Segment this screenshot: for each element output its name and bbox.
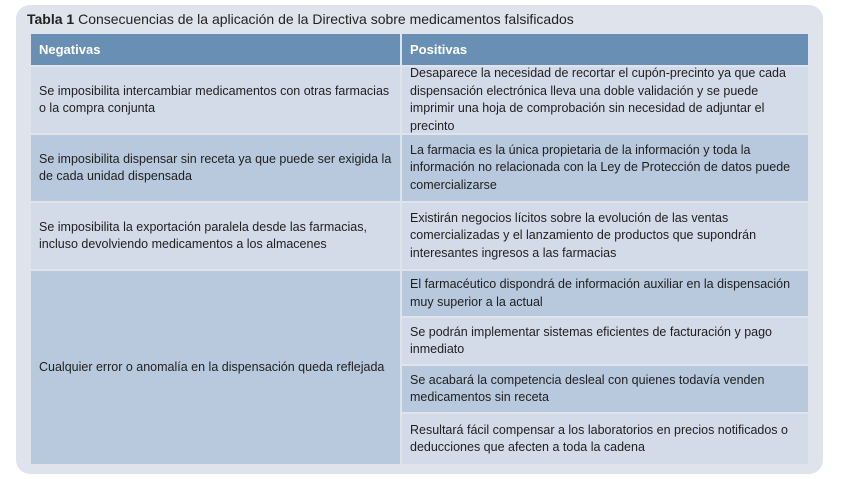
cell-negativa-1: Se imposibilita intercambiar medicamentos con otras farmacias o la compra conjunta bbox=[31, 67, 400, 133]
cell-positiva-4c: Se acabará la competencia desleal con quienes todavía venden medicamentos sin receta bbox=[402, 366, 808, 412]
table-caption bbox=[27, 11, 574, 27]
cell-positiva-1: Desaparece la necesidad de recortar el cupón-precinto ya que cada dispensación electrónica lleva una doble validación y se puede imprimir una hoja de comprobación sin necesidad de adjuntar el precinto bbox=[402, 67, 808, 133]
header-negativas: Negativas bbox=[31, 34, 400, 65]
caption-text: Consecuencias de la aplicación de la Directiva sobre medicamentos falsificados bbox=[74, 11, 574, 27]
cell-positiva-2: La farmacia es la única propietaria de la información y toda la información no relacionada con la Ley de Protección de datos puede comercializarse bbox=[402, 135, 808, 201]
cell-negativa-2: Se imposibilita dispensar sin receta ya que puede ser exigida la de cada unidad dispensada bbox=[31, 135, 400, 201]
cell-positiva-4d: Resultará fácil compensar a los laboratorios en precios notificados o deducciones que afecten a toda la cadena bbox=[402, 414, 808, 464]
caption-label: Tabla 1 bbox=[27, 11, 75, 27]
consequences-table bbox=[31, 34, 808, 464]
header-positivas: Positivas bbox=[402, 34, 808, 65]
cell-positiva-4a: El farmacéutico dispondrá de información auxiliar en la dispensación muy superior a la actual bbox=[402, 271, 808, 316]
cell-negativa-3: Se imposibilita la exportación paralela desde las farmacias, incluso devolviendo medicamentos a los almacenes bbox=[31, 203, 400, 269]
cell-negativa-4: Cualquier error o anomalía en la dispensación queda reflejada bbox=[31, 271, 400, 464]
cell-positiva-4b: Se podrán implementar sistemas eficientes de facturación y pago inmediato bbox=[402, 318, 808, 364]
cell-positiva-3: Existirán negocios lícitos sobre la evolución de las ventas comercializadas y el lanzamiento de productos que supondrán interesantes ingresos a las farmacias bbox=[402, 203, 808, 269]
